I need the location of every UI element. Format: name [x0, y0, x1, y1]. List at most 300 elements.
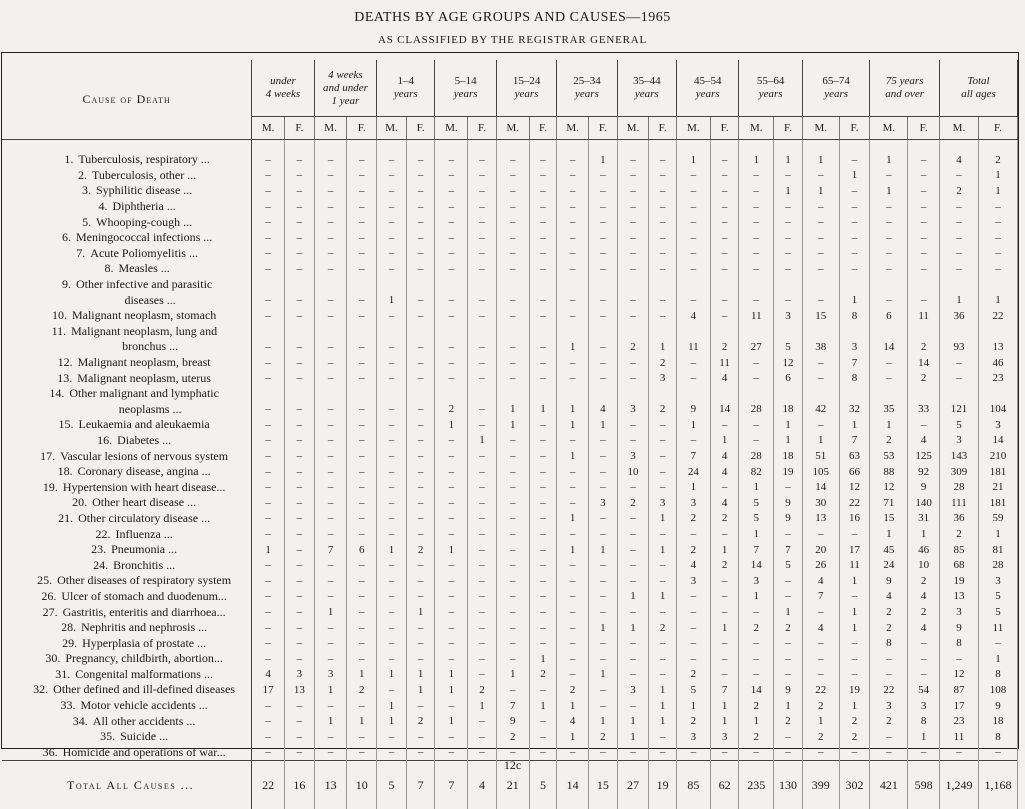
age-group-label: years	[618, 88, 676, 101]
table-row	[2, 589, 1018, 605]
value-cell: –	[496, 682, 529, 698]
value-cell: 42	[802, 402, 839, 418]
value-cell: –	[435, 604, 468, 620]
value-cell: 9	[908, 479, 940, 495]
value-cell: 7	[314, 542, 347, 558]
cause-cell	[2, 214, 252, 230]
female-column-header: F.	[710, 117, 739, 140]
value-cell: –	[557, 573, 589, 589]
value-cell: 11	[940, 729, 979, 745]
value-cell: 1	[377, 292, 407, 308]
value-cell: –	[710, 573, 739, 589]
age-group-label: 55–64	[739, 75, 801, 88]
value-cell: 8	[839, 308, 870, 324]
value-cell: 22	[870, 682, 908, 698]
value-cell: –	[347, 370, 377, 386]
age-group-label: years	[435, 88, 495, 101]
value-cell: 3	[870, 698, 908, 714]
value-cell: 28	[940, 479, 979, 495]
value-cell: –	[978, 261, 1017, 277]
value-cell: –	[710, 246, 739, 262]
value-cell: –	[468, 729, 497, 745]
value-cell: –	[839, 261, 870, 277]
value-cell: –	[435, 433, 468, 449]
male-column-header: M.	[557, 117, 589, 140]
cause-cell	[2, 277, 252, 293]
value-cell: –	[496, 308, 529, 324]
value-cell: –	[557, 168, 589, 184]
value-cell: –	[557, 230, 589, 246]
female-column-header: F.	[978, 117, 1017, 140]
value-cell: –	[496, 168, 529, 184]
value-cell: –	[940, 745, 979, 761]
value-cell	[285, 277, 315, 293]
cause-label: neoplasms ...	[107, 402, 182, 417]
value-cell: –	[406, 620, 435, 636]
value-cell: –	[588, 745, 617, 761]
value-cell: –	[617, 542, 649, 558]
male-column-header: M.	[739, 117, 774, 140]
total-value-cell: 130	[774, 761, 803, 809]
value-cell: 4	[252, 667, 285, 683]
value-cell: –	[347, 698, 377, 714]
value-cell: –	[406, 230, 435, 246]
value-cell: –	[774, 573, 803, 589]
value-cell: 2	[940, 183, 979, 199]
value-cell: 1	[314, 713, 347, 729]
value-cell: 92	[908, 464, 940, 480]
value-cell: –	[406, 479, 435, 495]
value-cell: –	[468, 448, 497, 464]
cause-cell	[2, 386, 252, 402]
value-cell: –	[649, 230, 677, 246]
value-cell: –	[406, 246, 435, 262]
value-cell: 71	[870, 495, 908, 511]
value-cell: 4	[710, 495, 739, 511]
value-cell: –	[377, 651, 407, 667]
value-cell: –	[529, 729, 557, 745]
cause-cell	[2, 168, 252, 184]
value-cell: –	[617, 246, 649, 262]
value-cell: –	[285, 557, 315, 573]
value-cell: –	[347, 495, 377, 511]
value-cell: –	[908, 417, 940, 433]
value-cell: 1	[557, 511, 589, 527]
value-cell: 1	[649, 511, 677, 527]
value-cell: 2	[710, 339, 739, 355]
value-cell: –	[676, 183, 710, 199]
cause-label: Bronchitis ...	[113, 558, 175, 573]
value-cell: 18	[978, 713, 1017, 729]
value-cell: –	[347, 729, 377, 745]
value-cell: 66	[839, 464, 870, 480]
value-cell: –	[377, 589, 407, 605]
value-cell: –	[496, 526, 529, 542]
value-cell: –	[649, 261, 677, 277]
value-cell: 1	[557, 402, 589, 418]
value-cell: –	[435, 308, 468, 324]
cause-cell	[2, 261, 252, 277]
value-cell: –	[529, 713, 557, 729]
age-group-header	[252, 60, 314, 117]
value-cell	[774, 324, 803, 340]
cause-number: 15.	[43, 417, 78, 432]
value-cell: –	[529, 495, 557, 511]
value-cell: 1	[435, 682, 468, 698]
value-cell: –	[676, 589, 710, 605]
cause-label: Influenza ...	[115, 527, 172, 542]
cause-number: 27.	[28, 605, 63, 620]
value-cell: –	[496, 573, 529, 589]
value-cell: –	[649, 168, 677, 184]
value-cell	[588, 386, 617, 402]
value-cell: –	[710, 168, 739, 184]
value-cell: –	[710, 292, 739, 308]
value-cell: –	[739, 230, 774, 246]
value-cell: –	[377, 557, 407, 573]
value-cell: –	[529, 433, 557, 449]
value-cell: –	[496, 542, 529, 558]
value-cell: –	[774, 589, 803, 605]
value-cell: –	[285, 511, 315, 527]
value-cell: 1	[774, 604, 803, 620]
value-cell: –	[529, 370, 557, 386]
value-cell: 13	[285, 682, 315, 698]
value-cell: 2	[649, 620, 677, 636]
value-cell: –	[839, 745, 870, 761]
value-cell: –	[710, 604, 739, 620]
value-cell	[496, 277, 529, 293]
value-cell: –	[940, 261, 979, 277]
male-column-header: M.	[870, 117, 908, 140]
value-cell: –	[252, 479, 285, 495]
value-cell: –	[588, 261, 617, 277]
value-cell	[588, 324, 617, 340]
value-cell: 31	[908, 511, 940, 527]
value-cell: 9	[978, 698, 1017, 714]
value-cell: 19	[839, 682, 870, 698]
value-cell: –	[588, 246, 617, 262]
value-cell: 1	[802, 183, 839, 199]
value-cell: 1	[496, 667, 529, 683]
value-cell: 2	[676, 542, 710, 558]
cause-cell	[2, 667, 252, 683]
cause-cell	[2, 339, 252, 355]
value-cell: 13	[802, 511, 839, 527]
value-cell: –	[468, 292, 497, 308]
value-cell: –	[406, 433, 435, 449]
value-cell: 2	[978, 140, 1017, 168]
value-cell: 2	[870, 604, 908, 620]
cause-label: Whooping-cough ...	[96, 215, 192, 230]
cause-cell	[2, 324, 252, 340]
cause-cell	[2, 573, 252, 589]
cause-label: Other infective and parasitic	[76, 277, 212, 292]
cause-number: 20.	[57, 495, 92, 510]
value-cell: –	[314, 417, 347, 433]
female-column-header: F.	[649, 117, 677, 140]
value-cell: –	[588, 573, 617, 589]
value-cell: 7	[496, 698, 529, 714]
value-cell: –	[252, 698, 285, 714]
value-cell: –	[347, 355, 377, 371]
value-cell: 1	[978, 651, 1017, 667]
value-cell: 5	[978, 589, 1017, 605]
value-cell: –	[347, 292, 377, 308]
value-cell: –	[529, 573, 557, 589]
value-cell	[557, 386, 589, 402]
cause-number: 24.	[78, 558, 113, 573]
value-cell: 3	[676, 729, 710, 745]
value-cell: –	[252, 230, 285, 246]
value-cell: –	[529, 417, 557, 433]
value-cell: 21	[978, 479, 1017, 495]
value-cell: –	[252, 651, 285, 667]
value-cell: 2	[406, 713, 435, 729]
value-cell: 1	[739, 589, 774, 605]
value-cell: –	[908, 261, 940, 277]
value-cell: 14	[710, 402, 739, 418]
value-cell: –	[406, 745, 435, 761]
value-cell: –	[617, 370, 649, 386]
cause-number: 34.	[58, 714, 93, 729]
cause-label: Measles ...	[118, 261, 169, 276]
value-cell: 46	[978, 355, 1017, 371]
value-cell: –	[468, 261, 497, 277]
value-cell: 1	[347, 667, 377, 683]
value-cell: –	[774, 651, 803, 667]
value-cell: 4	[870, 589, 908, 605]
value-cell	[870, 386, 908, 402]
value-cell: 8	[908, 713, 940, 729]
value-cell: 10	[617, 464, 649, 480]
value-cell: –	[557, 604, 589, 620]
value-cell: –	[252, 464, 285, 480]
value-cell: 18	[774, 402, 803, 418]
cause-cell	[2, 557, 252, 573]
cause-cell	[2, 183, 252, 199]
value-cell: –	[529, 214, 557, 230]
total-value-cell: 14	[557, 761, 589, 809]
value-cell: –	[435, 745, 468, 761]
age-group-label: years	[377, 88, 434, 101]
value-cell: –	[285, 308, 315, 324]
value-cell: 2	[774, 713, 803, 729]
value-cell	[940, 386, 979, 402]
value-cell: –	[676, 370, 710, 386]
value-cell: 1	[978, 183, 1017, 199]
table-row	[2, 199, 1018, 215]
value-cell	[435, 386, 468, 402]
value-cell: –	[468, 635, 497, 651]
total-value-cell: 62	[710, 761, 739, 809]
value-cell: 11	[739, 308, 774, 324]
value-cell: –	[285, 635, 315, 651]
age-group-header	[314, 60, 376, 117]
value-cell: –	[377, 355, 407, 371]
male-column-header: M.	[435, 117, 468, 140]
value-cell: –	[406, 526, 435, 542]
value-cell: –	[377, 214, 407, 230]
value-cell: 3	[774, 308, 803, 324]
value-cell: 5	[739, 511, 774, 527]
value-cell: 3	[978, 573, 1017, 589]
cause-label: Diabetes ...	[117, 433, 171, 448]
cause-label: Coronary disease, angina ...	[78, 464, 211, 479]
total-value-cell: 4	[468, 761, 497, 809]
value-cell: –	[710, 183, 739, 199]
value-cell: 1	[870, 183, 908, 199]
value-cell: –	[649, 140, 677, 168]
value-cell: –	[435, 246, 468, 262]
value-cell: –	[252, 511, 285, 527]
value-cell: –	[347, 339, 377, 355]
value-cell	[314, 277, 347, 293]
value-cell: –	[870, 729, 908, 745]
value-cell: –	[285, 261, 315, 277]
value-cell: –	[285, 230, 315, 246]
table-row	[2, 464, 1018, 480]
value-cell: 4	[908, 620, 940, 636]
table-row	[2, 277, 1018, 293]
value-cell: –	[978, 246, 1017, 262]
value-cell: –	[617, 698, 649, 714]
value-cell: –	[468, 339, 497, 355]
value-cell: –	[435, 199, 468, 215]
value-cell: –	[377, 479, 407, 495]
value-cell: –	[377, 168, 407, 184]
age-group-header	[435, 60, 496, 117]
value-cell: 2	[676, 511, 710, 527]
value-cell: –	[649, 635, 677, 651]
value-cell: –	[347, 308, 377, 324]
table-row	[2, 183, 1018, 199]
value-cell: 1	[870, 140, 908, 168]
value-cell: –	[496, 479, 529, 495]
value-cell: –	[314, 464, 347, 480]
female-column-header: F.	[908, 117, 940, 140]
value-cell: –	[468, 168, 497, 184]
value-cell: –	[908, 214, 940, 230]
value-cell: –	[285, 526, 315, 542]
age-group-label: and under	[315, 82, 376, 95]
value-cell: –	[802, 214, 839, 230]
value-cell: –	[314, 511, 347, 527]
value-cell	[839, 277, 870, 293]
value-cell: 3	[285, 667, 315, 683]
value-cell: –	[252, 495, 285, 511]
value-cell: 4	[676, 308, 710, 324]
value-cell: –	[496, 246, 529, 262]
value-cell: 1	[557, 417, 589, 433]
age-group-label: under	[252, 75, 313, 88]
value-cell: –	[617, 604, 649, 620]
value-cell: 30	[802, 495, 839, 511]
value-cell: 2	[406, 542, 435, 558]
value-cell: –	[978, 635, 1017, 651]
value-cell: –	[252, 604, 285, 620]
value-cell: 1	[774, 698, 803, 714]
cause-number: 18.	[43, 464, 78, 479]
value-cell: 8	[940, 635, 979, 651]
value-cell: 1	[649, 698, 677, 714]
value-cell: 4	[710, 464, 739, 480]
value-cell: –	[496, 230, 529, 246]
age-group-label: 65–74	[803, 75, 870, 88]
value-cell	[908, 386, 940, 402]
value-cell: –	[406, 355, 435, 371]
value-cell: –	[377, 417, 407, 433]
value-cell: 22	[802, 682, 839, 698]
value-cell: –	[468, 355, 497, 371]
value-cell: –	[406, 511, 435, 527]
value-cell: –	[739, 355, 774, 371]
value-cell: 24	[676, 464, 710, 480]
value-cell: –	[676, 168, 710, 184]
value-cell: –	[435, 479, 468, 495]
value-cell: –	[406, 339, 435, 355]
cause-label: Leukaemia and aleukaemia	[78, 417, 209, 432]
value-cell: 2	[839, 729, 870, 745]
value-cell: –	[802, 667, 839, 683]
value-cell: 1	[588, 667, 617, 683]
cause-number: 35.	[85, 729, 120, 744]
value-cell: 3	[314, 667, 347, 683]
value-cell: –	[588, 433, 617, 449]
value-cell: 1	[649, 713, 677, 729]
total-value-cell: 15	[588, 761, 617, 809]
value-cell: 1	[978, 526, 1017, 542]
value-cell: 7	[739, 542, 774, 558]
cause-number: 31.	[40, 667, 75, 682]
value-cell: –	[468, 214, 497, 230]
value-cell: –	[802, 417, 839, 433]
value-cell: 3	[676, 573, 710, 589]
value-cell: –	[649, 464, 677, 480]
value-cell: –	[406, 183, 435, 199]
value-cell: –	[435, 448, 468, 464]
value-cell: 1	[377, 713, 407, 729]
value-cell: –	[347, 183, 377, 199]
value-cell: –	[839, 246, 870, 262]
value-cell: 2	[940, 526, 979, 542]
value-cell: –	[314, 230, 347, 246]
value-cell: –	[649, 246, 677, 262]
cause-cell	[2, 292, 252, 308]
value-cell: –	[676, 355, 710, 371]
male-column-header: M.	[676, 117, 710, 140]
value-cell: –	[676, 261, 710, 277]
value-cell: –	[588, 448, 617, 464]
female-column-header: F.	[285, 117, 315, 140]
value-cell: –	[252, 308, 285, 324]
age-group-label: 1–4	[377, 75, 434, 88]
value-cell: 1	[710, 698, 739, 714]
age-group-header	[557, 60, 617, 117]
value-cell	[406, 386, 435, 402]
table-row	[2, 417, 1018, 433]
value-cell: 1	[839, 573, 870, 589]
cause-label: All other accidents ...	[93, 714, 196, 729]
value-cell: –	[377, 339, 407, 355]
table-row	[2, 386, 1018, 402]
value-cell: –	[588, 526, 617, 542]
cause-label: diseases ...	[112, 293, 175, 308]
value-cell: –	[252, 214, 285, 230]
value-cell: –	[347, 417, 377, 433]
value-cell: –	[557, 355, 589, 371]
value-cell: 1	[839, 620, 870, 636]
